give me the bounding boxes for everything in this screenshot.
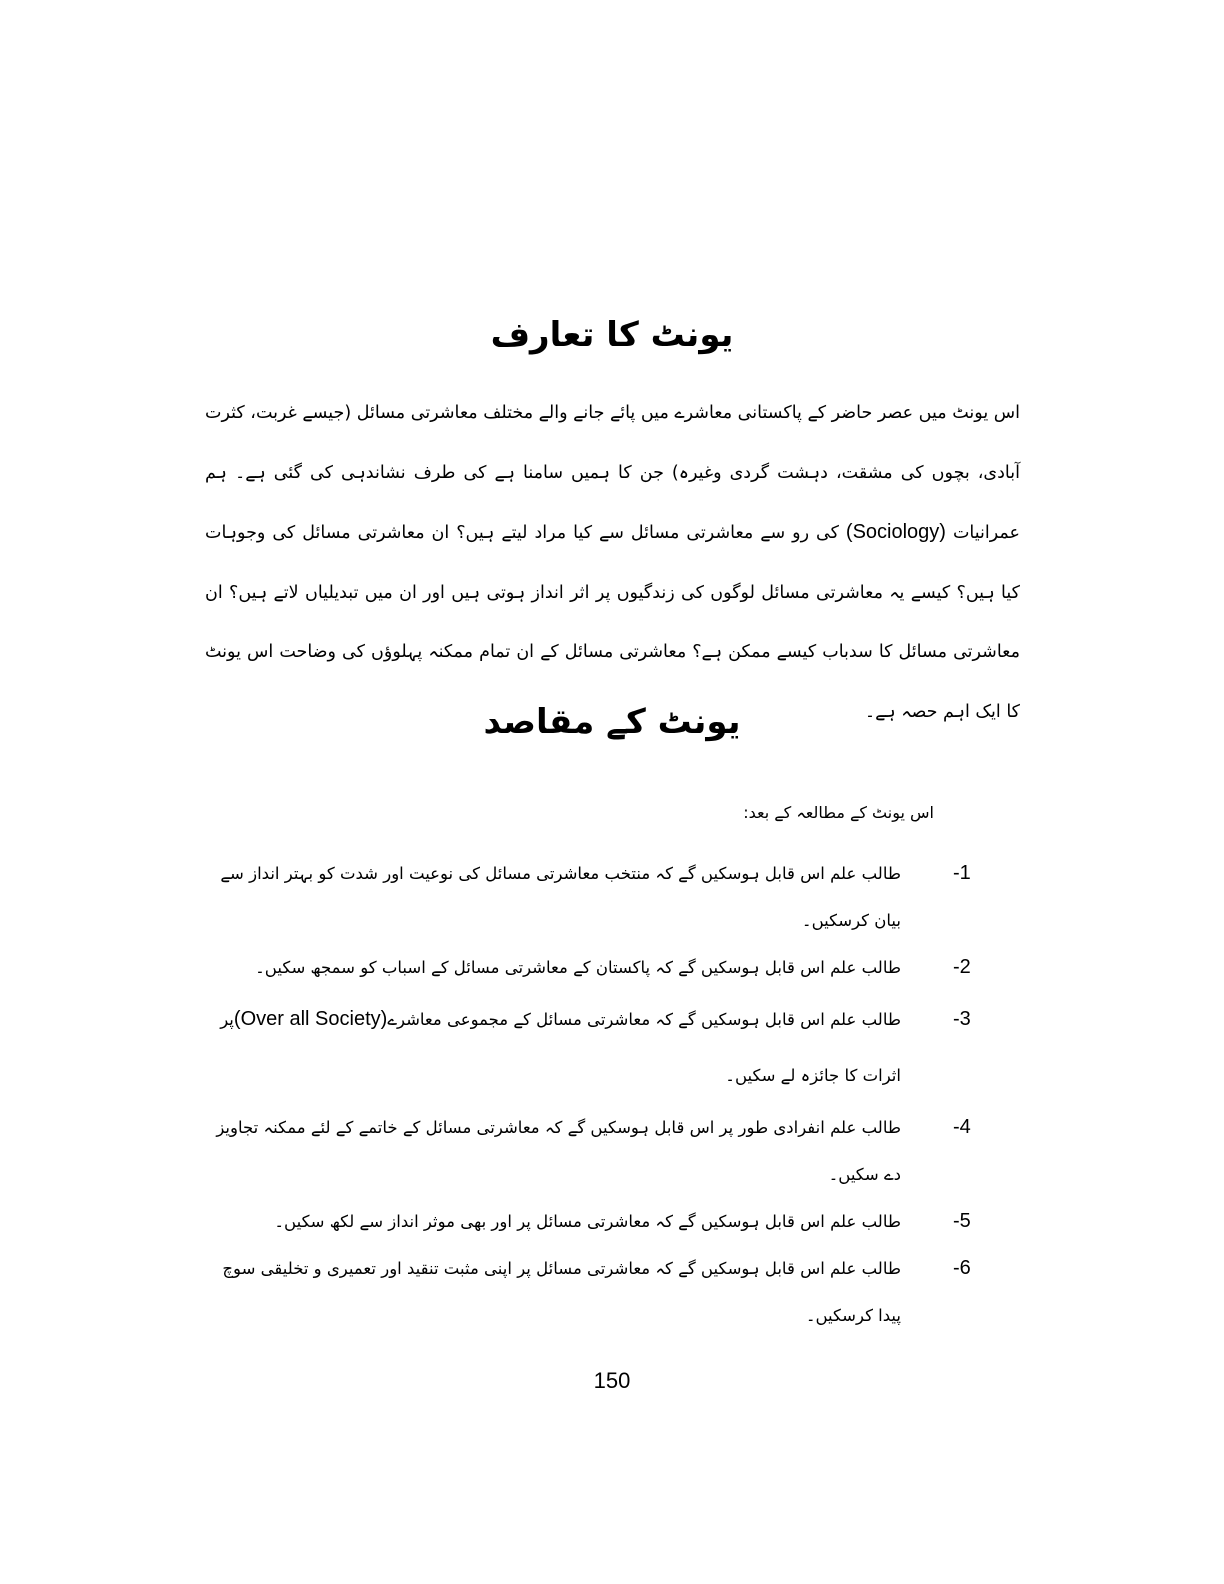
list-item-text-after: پر اثرات کا جائزہ لے سکیں۔: [220, 1010, 901, 1085]
list-item-text: [205, 991, 901, 1104]
list-item-text-before: طالب علم اس قابل ہوسکیں گے کہ معاشرتی مسائل کے مجموعی معاشرے: [387, 1010, 901, 1029]
list-item: [205, 944, 1015, 991]
list-item-text: طالب علم اس قابل ہوسکیں گے کہ منتخب معاشرتی مسائل کی نوعیت اور شدت کو بہتر انداز سے بیان کرسکیں۔: [220, 864, 901, 930]
list-item: [205, 850, 1015, 944]
intro-text-part1: اس یونٹ میں عصر حاضر کے پاکستانی معاشرے میں پائے جانے والے مختلف معاشرتی مسائل (جیسے غربت، کثرت آبادی، بچوں کی مشقت، دہشت گردی وغیرہ) جن کا ہمیں سامنا ہے کی طرف نشاندہی کی گئی ہے۔ ہم عمرانیات: [205, 403, 1020, 543]
objectives-intro: اس یونٹ کے مطالعہ کے بعد:: [743, 803, 934, 822]
list-item-number: -4: [953, 1116, 971, 1138]
intro-paragraph: [205, 384, 1020, 742]
list-item-text: طالب علم اس قابل ہوسکیں گے کہ معاشرتی مسائل پر اور بھی موثر انداز سے لکھ سکیں۔: [274, 1212, 901, 1231]
list-item-text: طالب علم اس قابل ہوسکیں گے کہ پاکستان کے معاشرتی مسائل کے اسباب کو سمجھ سکیں۔: [255, 958, 901, 977]
objectives-heading: یونٹ کے مقاصد: [483, 702, 741, 742]
list-item-text: طالب علم انفرادی طور پر اس قابل ہوسکیں گے کہ معاشرتی مسائل کے خاتمے کے لئے ممکنہ تجاویز دے سکیں۔: [216, 1118, 901, 1184]
intro-heading: یونٹ کا تعارف: [490, 315, 734, 355]
list-item: [205, 1104, 1015, 1198]
objectives-list: [205, 850, 1015, 1339]
list-item-number: -2: [953, 956, 971, 978]
list-item-text: طالب علم اس قابل ہوسکیں گے کہ معاشرتی مسائل پر اپنی مثبت تنقید اور تعمیری و تخلیقی سوچ پیدا کرسکیں۔: [222, 1259, 901, 1325]
list-item-number: -5: [953, 1210, 971, 1232]
list-item-number: -1: [953, 862, 971, 884]
intro-text-part2: کی رو سے معاشرتی مسائل سے کیا مراد لیتے ہیں؟ ان معاشرتی مسائل کی وجوہات کیا ہیں؟ کیسے یہ معاشرتی مسائل لوگوں کی زندگیوں پر اثر انداز ہوتی ہیں اور ان میں تبدیلیاں لاتے ہیں؟ ان معاشرتی مسائل کا سدباب کیسے ممکن ہے؟ معاشرتی مسائل کے ان تمام ممکنہ پہلوؤں کی وضاحت اس یونٹ کا ایک اہم حصہ ہے۔: [205, 523, 1020, 722]
intro-latin-term: (Sociology): [845, 521, 946, 543]
page-number: 150: [593, 1368, 631, 1393]
list-item-number: -6: [953, 1257, 971, 1279]
list-item: [205, 991, 1015, 1104]
list-item-number: -3: [953, 1008, 971, 1030]
list-item: [205, 1245, 1015, 1339]
list-item-latin-term: (Over all Society): [233, 1008, 388, 1030]
list-item: [205, 1198, 1015, 1245]
